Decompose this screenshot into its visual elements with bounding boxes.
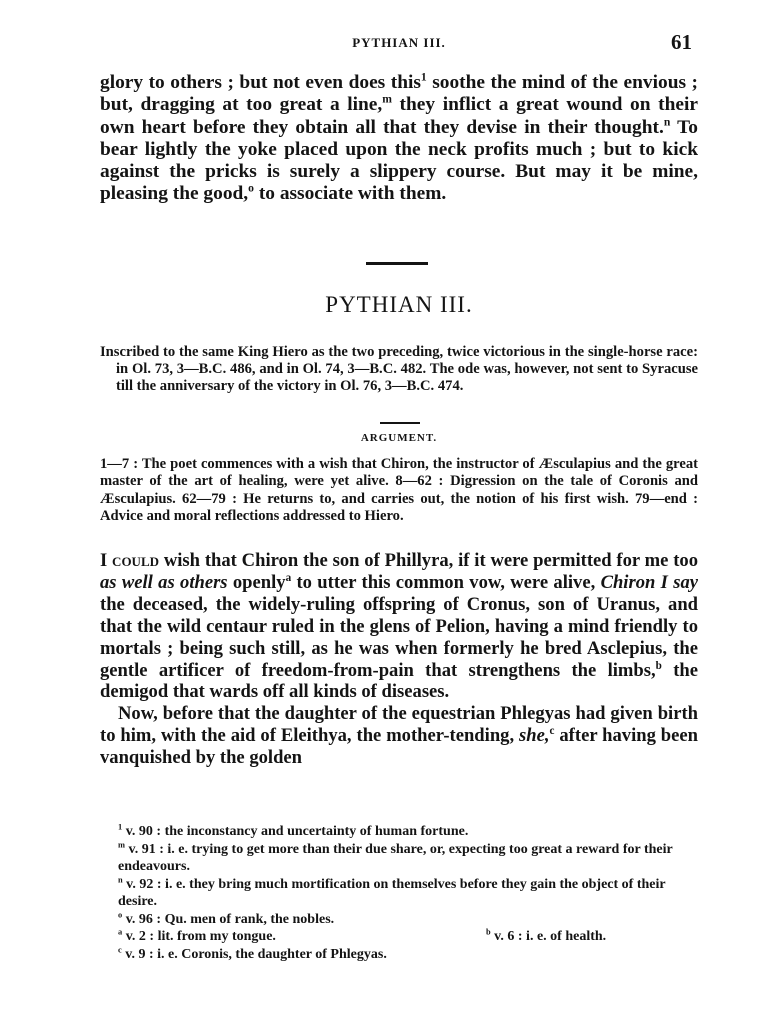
body-italic-3: she, <box>519 725 550 747</box>
footnote-text: v. 92 : i. e. they bring much mortification on themselves before they gain the object of their desire. <box>118 876 666 909</box>
body-text-1: wish that Chiron the son of Phillyra, if it were permitted for me too <box>159 550 698 571</box>
footnote-text: v. 9 : i. e. Coronis, the daughter of Phlegyas. <box>121 946 387 962</box>
footnote-text: v. 2 : lit. from my tongue. <box>122 929 276 944</box>
section-divider <box>366 262 428 265</box>
footnote-o <box>100 911 698 929</box>
page-number: 61 <box>671 30 692 54</box>
ode-paragraph-1 <box>100 550 698 703</box>
ode-inscription <box>100 344 698 395</box>
footnote-1 <box>100 823 698 841</box>
footnote-mark: n <box>118 874 123 884</box>
continuation-paragraph <box>100 72 698 206</box>
footnote-n <box>100 876 698 911</box>
footnote-text: v. 91 : i. e. trying to get more than their due share, or, expecting too great a reward for their endeavours. <box>118 841 673 874</box>
footnote-mark: m <box>118 839 125 849</box>
footnote-ref-m: m <box>382 92 392 106</box>
footnote-mark: c <box>118 944 122 954</box>
lead-words: I could <box>100 550 160 571</box>
footnote-ref-1: 1 <box>420 70 427 84</box>
footnote-c <box>100 946 698 964</box>
footnote-ref-a: a <box>285 571 292 584</box>
argument-summary <box>100 456 698 526</box>
continuation-text-3: they inflict a great wound on their own heart before they obtain all that they devise in their thought. <box>100 94 698 138</box>
inscription-text: Inscribed to the same King Hiero as the two preceding, twice victorious in the single-horse race: in Ol. 73, 3—B.C. 486, and in Ol. 74, 3—B.C. 482. The ode was, however, not sent to Syracuse till the anniversary of the victory in Ol. 76, 3—B.C. 474. <box>100 344 698 394</box>
body-text-5: the demigod that wards off all kinds of diseases. <box>100 659 698 703</box>
ode-body <box>100 550 698 769</box>
footnotes <box>100 823 698 963</box>
footnote-b <box>486 928 606 946</box>
argument-text: 1—7 : The poet commences with a wish that Chiron, the instructor of Æsculapius and the great master of the art of healing, were yet alive. 8—62 : Digression on the tale of Coronis and Æsculapius. 62—79 : He returns to, and carries out, the notion of his first wish. 79—end : Advice and moral reflections addressed to Hiero. <box>100 456 698 525</box>
footnote-ref-c: c <box>549 725 555 738</box>
body-text-7: after having been vanquished by the golden <box>100 725 698 769</box>
body-text-2: openly <box>227 571 286 593</box>
body-text-4: the deceased, the widely-ruling offspring of Cronus, son of Uranus, and that the wild centaur ruled in the glens of Pelion, having a mind friendly to mortals ; being such still, as he was when formerly he bred Asclepius, the gentle artificer of freedom-from-pain that strengthens the limbs, <box>100 593 698 681</box>
footnote-mark: b <box>486 927 491 937</box>
page-header <box>100 30 698 56</box>
footnote-mark: a <box>118 927 123 937</box>
footnote-text: v. 6 : i. e. of health. <box>490 929 607 944</box>
body-italic-1: as well as others <box>100 571 228 593</box>
footnote-a <box>118 928 486 946</box>
footnote-m <box>100 841 698 876</box>
ode-paragraph-2 <box>100 703 698 769</box>
footnote-row <box>100 928 698 946</box>
footnote-mark: o <box>118 909 123 919</box>
footnote-ref-b: b <box>655 659 662 672</box>
body-text-3: to utter this common vow, were alive, <box>291 571 601 593</box>
continuation-text-2: soothe the mind of the envious ; but, dragging at too great a line, <box>100 72 698 116</box>
footnote-ref-o: o <box>248 182 254 196</box>
continuation-text-1: glory to others ; but not even does this <box>100 72 421 93</box>
ode-title: PYTHIAN III. <box>325 292 473 317</box>
body-text-6: Now, before that the daughter of the equestrian Phlegyas had given birth to him, with the aid of Eleithya, the mother-tending, <box>100 703 698 747</box>
footnote-mark: 1 <box>118 822 123 832</box>
running-head: PYTHIAN III. <box>352 35 446 50</box>
continuation-text-4: To bear lightly the yoke placed upon the neck profits much ; but to kick against the pricks is surely a slippery course. But may it be mine, pleasing the good, <box>100 116 698 205</box>
footnote-text: v. 96 : Qu. men of rank, the nobles. <box>122 911 335 927</box>
footnote-ref-n: n <box>663 115 671 129</box>
body-italic-2: Chiron I say <box>600 571 699 593</box>
continuation-text-5: to associate with them. <box>253 183 447 205</box>
argument-heading: ARGUMENT. <box>360 432 438 444</box>
argument-divider <box>380 422 420 424</box>
footnote-text: v. 90 : the inconstancy and uncertainty of human fortune. <box>122 824 469 839</box>
